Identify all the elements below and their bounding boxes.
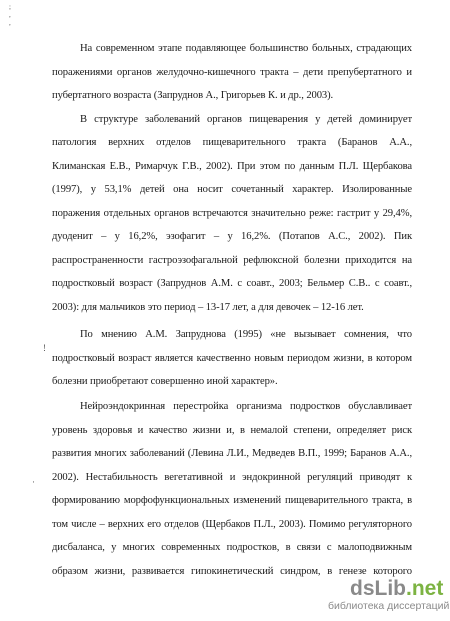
paragraph-line: патология верхних отделов пищеварительного тракта (Баранов А.А., xyxy=(52,137,412,148)
paragraph-line: Климанская Е.В., Римарчук Г.В., 2002). При этом по данным П.Л. Щербакова xyxy=(52,161,412,172)
paragraph-line: том числе – верхних его отделов (Щербаков П.Л., 2003). Помимо регуляторного xyxy=(52,519,412,530)
dslib-logo: dsLib.net xyxy=(350,577,444,600)
paragraph-line: По мнению А.М. Запруднова (1995) «не вызывает сомнения, что xyxy=(80,329,412,340)
paragraph-line: образом жизни, развивается гипокинетический синдром, в генезе которого xyxy=(52,566,412,577)
paragraph-line: На современном этапе подавляющее большинство больных, страдающих xyxy=(80,43,412,54)
paragraph-line: 2002). Нестабильность вегетативной и эндокринной регуляций приводят к xyxy=(52,472,412,483)
paragraph-line: дуоденит – у 16,2%, эзофагит – у 16,2%. (Потапов А.С., 2002). Пик xyxy=(52,231,412,242)
paragraph-line: подростковый возраст является качественно новым периодом жизни, в котором xyxy=(52,353,412,364)
paragraph-line: (1997), у 53,1% детей она носит сочетанный характер. Изолированные xyxy=(52,184,412,195)
scan-artifact: · xyxy=(32,477,35,487)
paragraph-line: развития многих заболеваний (Левина Л.И., Медведев В.П., 1999; Баранов А.А., xyxy=(52,448,412,459)
paragraph-line: пубертатного возраста (Запруднов А., Григорьев К. и др., 2003). xyxy=(52,90,334,101)
paragraph-line: Нейроэндокринная перестройка организма подростков обуславливает xyxy=(80,401,412,412)
paragraph-line: поражения отдельных органов встречаются значительно реже: гастрит у 29,4%, xyxy=(52,208,412,219)
paragraph-line: формированию морфофункциональных изменений пищеварительного тракта, в xyxy=(52,495,412,506)
paragraph-line: распространенности гастроэзофагальной рефлюксной болезни приходится на xyxy=(52,255,412,266)
scan-artifact: , xyxy=(9,11,11,19)
scan-artifact: , xyxy=(9,19,11,27)
scan-artifact: ! xyxy=(43,343,46,353)
paragraph-line: В структуре заболеваний органов пищеварения у детей доминирует xyxy=(80,114,412,125)
dslib-watermark[interactable] xyxy=(328,577,450,617)
paragraph-line: поражениями органов желудочно-кишечного тракта – дети препубертатного и xyxy=(52,67,412,78)
paragraph-line: подростковый возраст (Запруднов А.М. с соавт., 2003; Бельмер С.В.. с соавт., xyxy=(52,278,412,289)
paragraph-line: болезни приобретают совершенно иной характер». xyxy=(52,376,278,387)
dslib-subtitle: библиотека диссертаций xyxy=(328,600,450,612)
scan-artifact: ; xyxy=(9,3,11,11)
paragraph-line: уровень здоровья и качество жизни и, в немалой степени, определяет риск xyxy=(52,425,412,436)
paragraph-line: дисбаланса, у многих современных подростков, в связи с малоподвижным xyxy=(52,542,412,553)
paragraph-line: 2003): для мальчиков это период – 13-17 лет, а для девочек – 12-16 лет. xyxy=(52,302,364,313)
